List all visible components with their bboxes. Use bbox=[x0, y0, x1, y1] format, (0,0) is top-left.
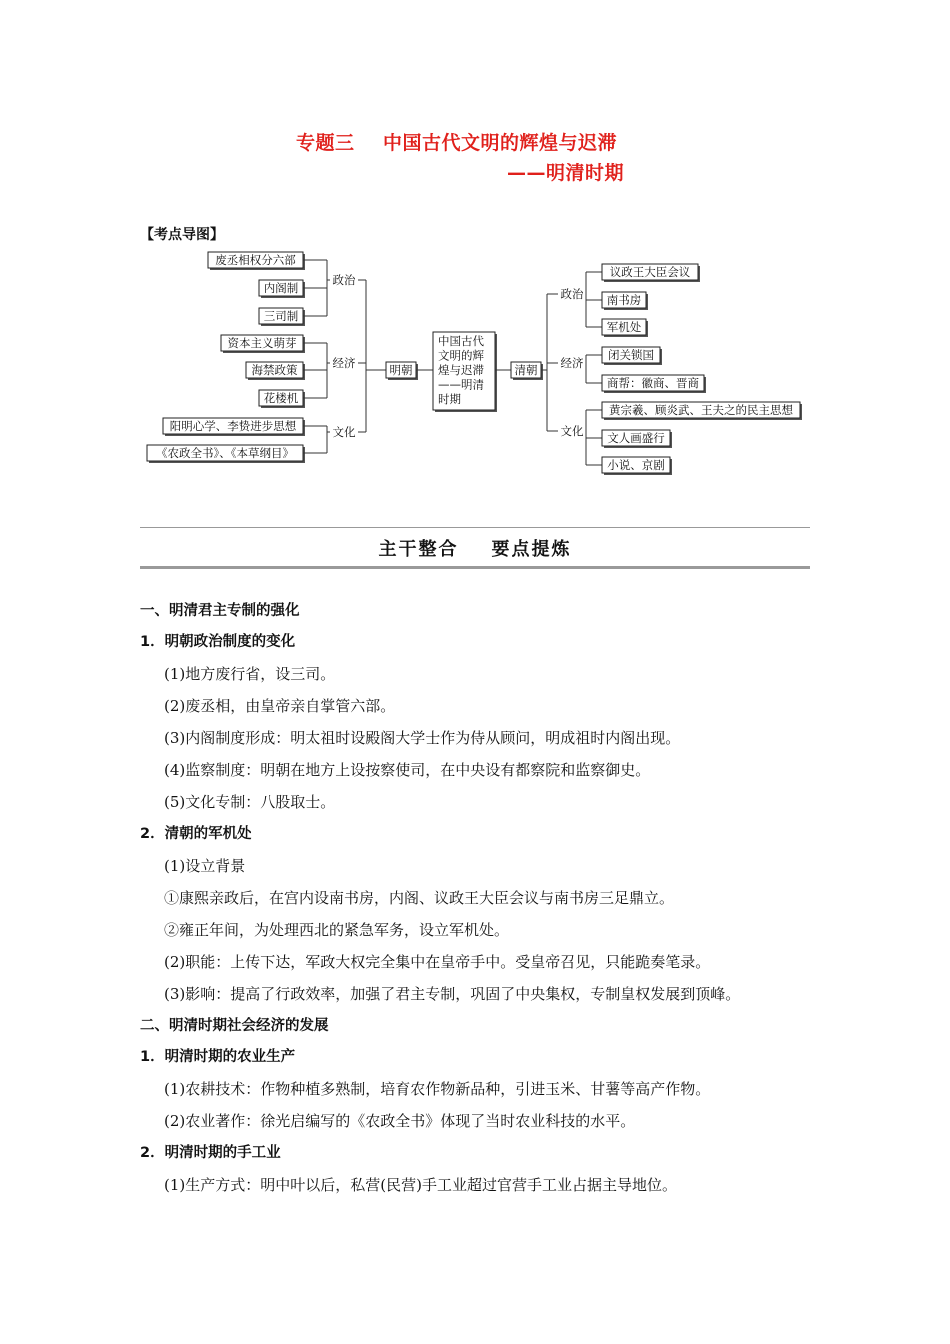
qing-item-label: 商帮：徽商、晋商 bbox=[607, 376, 699, 390]
ming-item-label: 阳明心学、李贽进步思想 bbox=[169, 419, 297, 433]
paragraph: (1)地方废行省，设三司。 bbox=[164, 665, 336, 683]
center-node-label: 时期 bbox=[438, 392, 461, 406]
center-node-label: 煌与迟滞 bbox=[438, 363, 484, 377]
paragraph: ①康熙亲政后，在宫内设南书房，内阁、议政王大臣会议与南书房三足鼎立。 bbox=[164, 889, 675, 907]
doc-title-line2: ——明清时期 bbox=[507, 162, 625, 184]
center-node-label: 中国古代 bbox=[438, 334, 484, 348]
ming-item-label: 海禁政策 bbox=[251, 363, 298, 377]
qing-item-label: 小说、京剧 bbox=[607, 458, 665, 472]
heading-level1: 一、明清君主专制的强化 bbox=[140, 603, 300, 619]
heading-level2: 1．明清时期的农业生产 bbox=[140, 1049, 296, 1065]
ming-group-label: 政治 bbox=[332, 273, 356, 287]
qing-item-label: 文人画盛行 bbox=[607, 431, 665, 445]
section-banner: 主干整合 要点提炼 bbox=[378, 539, 572, 560]
center-node-label: 文明的辉 bbox=[438, 348, 484, 363]
paragraph: (5)文化专制：八股取士。 bbox=[164, 793, 336, 811]
qing-item-label: 南书房 bbox=[606, 293, 642, 307]
paragraph: (4)监察制度：明朝在地方上设按察使司，在中央设有都察院和监察御史。 bbox=[164, 761, 651, 779]
ming-node-label: 明朝 bbox=[389, 363, 413, 377]
heading-level2: 1．明朝政治制度的变化 bbox=[140, 634, 296, 650]
paragraph: (2)职能：上传下达，军政大权完全集中在皇帝手中。受皇帝召见，只能跪奏笔录。 bbox=[164, 953, 711, 971]
banner-bottom-rule bbox=[140, 566, 810, 569]
banner-top-rule bbox=[140, 527, 810, 528]
ming-item-label: 《农政全书》、《本草纲目》 bbox=[156, 446, 294, 460]
qing-item-label: 黄宗羲、顾炎武、王夫之的民主思想 bbox=[609, 403, 793, 417]
doc-title-line1: 专题三 中国古代文明的辉煌与迟滞 bbox=[296, 132, 617, 154]
qing-item-label: 议政王大臣会议 bbox=[609, 265, 691, 279]
qing-node-label: 清朝 bbox=[514, 363, 538, 377]
paragraph: (3)影响：提高了行政效率，加强了君主专制，巩固了中央集权，专制皇权发展到顶峰。 bbox=[164, 985, 741, 1003]
paragraph: (1)设立背景 bbox=[164, 857, 246, 875]
paragraph: (1)生产方式：明中叶以后，私营(民营)手工业超过官营手工业占据主导地位。 bbox=[164, 1176, 677, 1194]
ming-item-label: 三司制 bbox=[263, 309, 299, 323]
ming-group-label: 经济 bbox=[332, 356, 356, 370]
ming-item-label: 内阁制 bbox=[263, 281, 299, 295]
paragraph: (2)废丞相，由皇帝亲自掌管六部。 bbox=[164, 697, 396, 715]
qing-item-label: 闭关锁国 bbox=[608, 348, 654, 362]
qing-item-label: 军机处 bbox=[606, 320, 642, 334]
ming-item-label: 资本主义萌芽 bbox=[227, 336, 297, 350]
paragraph: (1)农耕技术：作物种植多熟制，培育农作物新品种，引进玉米、甘薯等高产作物。 bbox=[164, 1080, 711, 1098]
ming-item-label: 废丞相权分六部 bbox=[215, 253, 296, 267]
heading-level1: 二、明清时期社会经济的发展 bbox=[140, 1018, 329, 1034]
qing-group-label: 经济 bbox=[560, 356, 584, 370]
qing-group-label: 政治 bbox=[560, 287, 584, 301]
center-node-label: ——明清 bbox=[438, 377, 484, 392]
ming-group-label: 文化 bbox=[332, 425, 356, 439]
paragraph: (3)内阁制度形成：明太祖时设殿阁大学士作为侍从顾问，明成祖时内阁出现。 bbox=[164, 729, 681, 747]
paragraph: (2)农业著作：徐光启编写的《农政全书》体现了当时农业科技的水平。 bbox=[164, 1112, 636, 1130]
heading-level2: 2．清朝的军机处 bbox=[140, 826, 252, 842]
heading-level2: 2．明清时期的手工业 bbox=[140, 1145, 281, 1161]
paragraph: ②雍正年间，为处理西北的紧急军务，设立军机处。 bbox=[164, 921, 510, 939]
concept-mindmap bbox=[0, 0, 950, 500]
section-tag-mindmap: 【考点导图】 bbox=[140, 227, 224, 243]
ming-item-label: 花楼机 bbox=[263, 391, 299, 405]
qing-group-label: 文化 bbox=[560, 424, 584, 438]
